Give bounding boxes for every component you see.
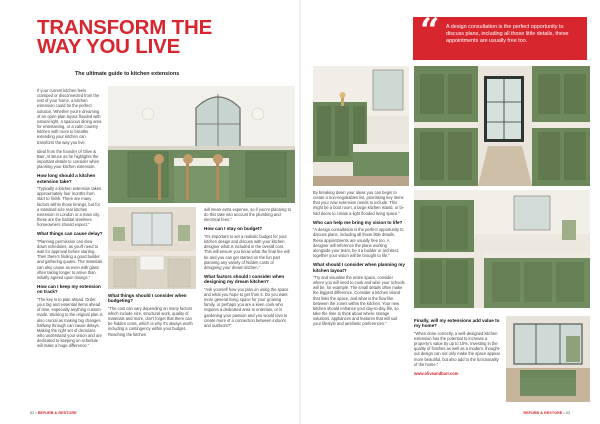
website-link[interactable]: www.oliveandbarr.com	[414, 370, 459, 376]
question-heading: How can I keep my extension on track?	[37, 284, 101, 295]
quote-mark-icon: “	[420, 11, 440, 51]
answer-paragraph: will mean extra expense, so if you're planning to do this take into account the plumbing and electrical fees.”	[204, 207, 292, 223]
kitchen-sink-photo	[108, 207, 196, 289]
text-column-4	[313, 190, 405, 331]
green-cabinet-kitchen-photo	[414, 190, 590, 308]
magazine-brand: REFURB & RESTORE	[523, 411, 563, 415]
answer-paragraph: “Try and visualise the entire space, consider where you will need to cook and wise your schools will be, for example. The small details often make the biggest difference. Consider a kitchen island that links the space, and what is the flow like between the zones within the kitchen. Your new kitchen should enhance your day-to-day life, so take the time to think about where storage solutions, appliances and features that will suit your lifestyle and aesthetic preferences.”	[313, 274, 405, 327]
answer-paragraph: “The key is to plan ahead. Order your big and essential items ahead of time, especially anything custom-made. Sticking to the original plan is also crucial as making big changes halfway through can cause delays. Making the right set of decisions who understand your vision and are dedicated to keeping on schedule will make a huge difference.”	[37, 296, 103, 349]
intro-paragraph-2: Ideal from the founder of Olive & Barr, Al Bruce as he highlights the important details to consider when planning your kitchen extension.	[37, 148, 100, 170]
question-heading: Who can help me bring my vision to life?	[313, 219, 403, 225]
open-plan-living-photo	[506, 316, 590, 402]
answer-paragraph: “It's important to set a realistic budget for your kitchen design and discuss with your kitchen designer what is included in the overall cost. This will ensure you know what the final fee will be and you can get started on the fun part planning any variety of hidden costs of designing your dream kitchen.”	[204, 233, 290, 270]
article-subhead: The ultimate guide to kitchen extensions	[75, 71, 180, 77]
answer-paragraph: By breaking down your ideas you can begin to create a non-negotiables list, prioritising key items that your new extension needs to include. This might be a boot room, a large kitchen island, or bi-fold doors to create a light flooded living space.”	[313, 190, 405, 216]
page-number: 62	[30, 411, 35, 415]
page-gutter	[299, 0, 301, 424]
magazine-brand: REFURB & RESTORE	[37, 411, 77, 415]
pull-quote-text: A design consultation is the perfect opportunity to discuss plans, including all those little details, these appointments are usually free too.	[446, 24, 569, 44]
question-heading: What should I consider when planning my kitchen layout?	[313, 262, 405, 273]
answer-paragraph: “The cost can vary depending on many factors which include size, structural work, quality of materials and more, don't forget that there can be hidden costs, which is why it's always worth including a contingency within your budget. Reaching the kitchen	[108, 305, 193, 337]
question-heading: How long should a kitchen extension take?	[37, 173, 96, 184]
headline-line-1: TRANSFORM THE	[37, 16, 213, 39]
question-heading: How can I stay on budget?	[204, 226, 263, 232]
answer-paragraph: “A design consultation is the perfect opportunity to discuss plans, including all those little details, these appointments are usually free too. A designer will reference the plans working alongside your team, be it a builder or architect, together your vision will be brought to life.”	[313, 227, 404, 258]
question-heading: What factors should I consider when designing my dream kitchen?	[204, 273, 285, 285]
text-column-5	[414, 318, 502, 380]
article-headline	[37, 18, 247, 56]
green-island-kitchen-photo	[313, 66, 409, 186]
text-column-2	[108, 293, 196, 341]
page-number: 63	[565, 411, 570, 415]
question-heading: What things can cause delay?	[37, 231, 103, 237]
answer-paragraph: “Typically a kitchen extension takes approximately four months from start to finish. There are many factors within those timings, but for a standard size rear kitchen extension in London or a main city, these are the habitat timelines homeowners should expect.”	[37, 186, 102, 228]
kitchen-arch-window-photo	[108, 86, 295, 203]
left-page-footer: 62 • REFURB & RESTORE	[30, 411, 77, 415]
headline-line-2: WAY YOU LIVE	[37, 35, 181, 58]
galley-kitchen-photo	[414, 66, 590, 186]
answer-paragraph: “When done correctly, a well-designed kitchen extension has the potential to increase a property's value by up to 10%. Investing in the quality of finishes as well as a modern, thought-out design can not only make the space appear more beautiful, but also add to the functionality of the home.”	[414, 330, 501, 367]
question-heading: Finally, will my extensions add value to my home?	[414, 318, 500, 329]
answer-paragraph: “Planning permission can slow down schedules, as you'll need to wait for approval before starting. Then there's finding a good builder and gathering quotes. The materials can also cause as even with glass often taking longer to arrive than initially agreed upon timings.”	[37, 238, 103, 280]
intro-paragraph-1: If your current kitchen feels cramped or disconnected from the rest of your home, a kitchen extension could be the perfect solution. Whether you're dreaming of an open-plan layout flooded with natural light, a spacious dining area for entertaining, or a calm country kitchen with room to breathe extending your kitchen can transform the way you live.	[37, 88, 102, 145]
text-column-3	[204, 207, 292, 332]
right-page-footer: REFURB & RESTORE • 63	[523, 411, 570, 415]
text-column-1	[37, 88, 103, 352]
question-heading: What things should I consider when budgeting?	[108, 293, 187, 304]
answer-paragraph: “Ask yourself how you plan on using the space and what you hope to get from it. Do you want more general living space for your growing family, or perhaps you are a keen cook who requires a dedicated area to entertain, or is gardening your passion and you would love to create more of a connection between indoors and outdoors?”	[204, 286, 289, 328]
